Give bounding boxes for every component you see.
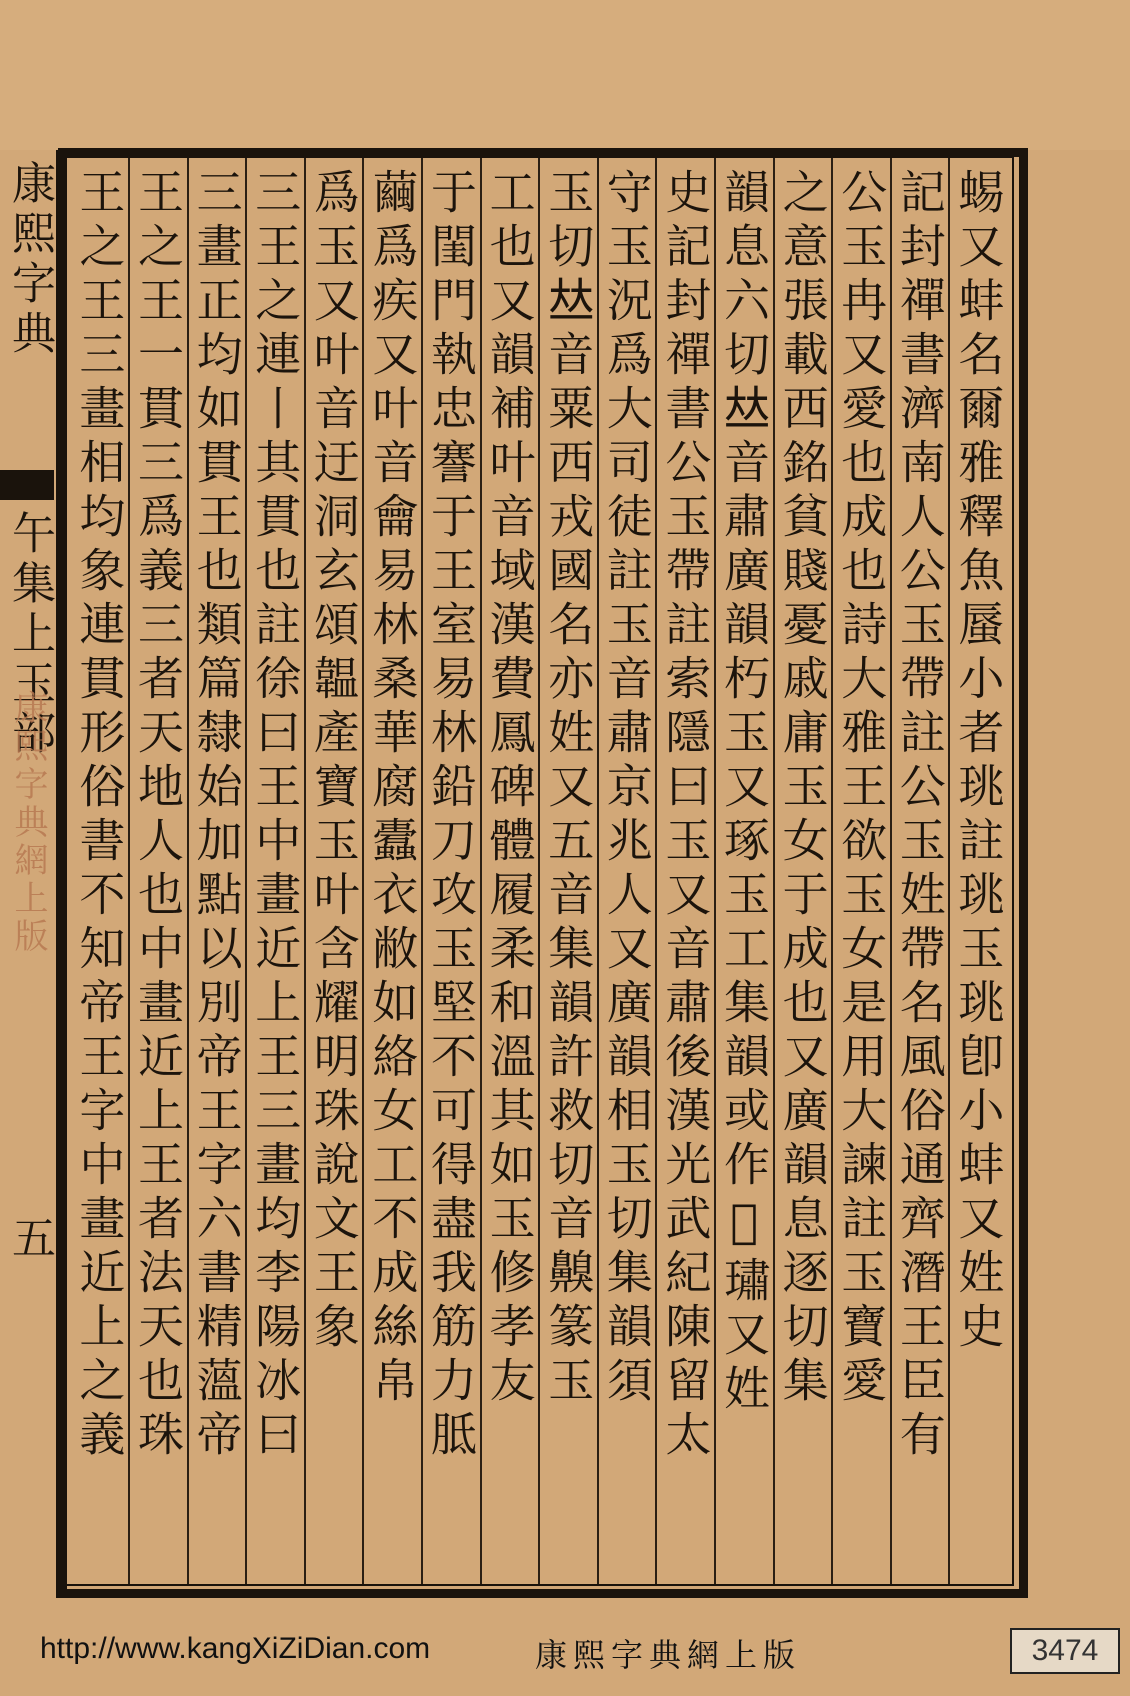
text-column: 于閨門執忠謇于王室易林鉛刀攻玉堅不可得盡我筋力胝 [424, 168, 478, 1464]
page-top-margin [0, 0, 1130, 150]
footer-page-number: 3474 [1010, 1628, 1120, 1674]
text-column: 王之王三畫相均象連貫形俗書不知帝王字中畫近上之義 [72, 168, 127, 1464]
text-column: 公玉冉又愛也成也詩大雅王欲玉女是用大諫註玉寶愛 [834, 168, 889, 1410]
spine-fishtail-mark [0, 470, 54, 500]
text-column: 三王之連丨其貫也註徐曰王中畫近上王三畫均李陽冰曰 [248, 168, 303, 1464]
text-column: 玉切𠀤音粟西戎國名亦姓又五音集韻許救切音齅篆玉 [541, 168, 596, 1410]
text-column: 工也又韻補叶音域漢費鳳碑體履柔和溫其如玉修孝友 [482, 168, 537, 1410]
text-column: 之意張載西銘貧賤憂戚庸玉女于成也又廣韻息逐切集 [775, 168, 830, 1410]
text-column: 守玉況爲大司徒註玉音肅京兆人又廣韻相玉切集韻須 [599, 168, 654, 1410]
spine-watermark: 康熙字典網上版 [8, 690, 48, 956]
text-column: 王之王一貫三爲義三者天地人也中畫近上王者法天也珠 [131, 168, 185, 1464]
spine-section-label: 午集上玉部 [4, 510, 55, 760]
footer-edition-title: 康熙字典網上版 [535, 1636, 802, 1674]
spine-book-title: 康熙字典 [4, 160, 55, 360]
text-column: 爲玉又叶音迂洞玄頌韞產寶玉叶含耀明珠說文王象 [306, 168, 361, 1356]
spine-page-number: 五 [4, 1215, 55, 1265]
footer-url-link[interactable]: http://www.kangXiZiDian.com [40, 1632, 431, 1665]
text-column: 史記封禪書公玉帶註索隱曰玉又音肅後漢光武紀陳留太 [658, 168, 713, 1464]
text-column: 蜴又蚌名爾雅釋魚蜃小者珧註珧玉珧卽小蚌又姓史 [951, 168, 1006, 1356]
text-column: 記封禪書濟南人公玉帶註公玉姓帶名風俗通齊潛王臣有 [892, 168, 947, 1464]
text-column: 韻息六切𠀤音肅廣韻朽玉又琢玉工集韻或作𤥨璛又姓 [717, 168, 771, 1418]
text-column: 繭爲疾又叶音龠易林桑華腐蠹衣敝如絡女工不成絲帛 [365, 168, 420, 1410]
text-column: 三畫正均如貫王也類篇隸始加點以別帝王字六書精薀帝 [189, 168, 244, 1464]
